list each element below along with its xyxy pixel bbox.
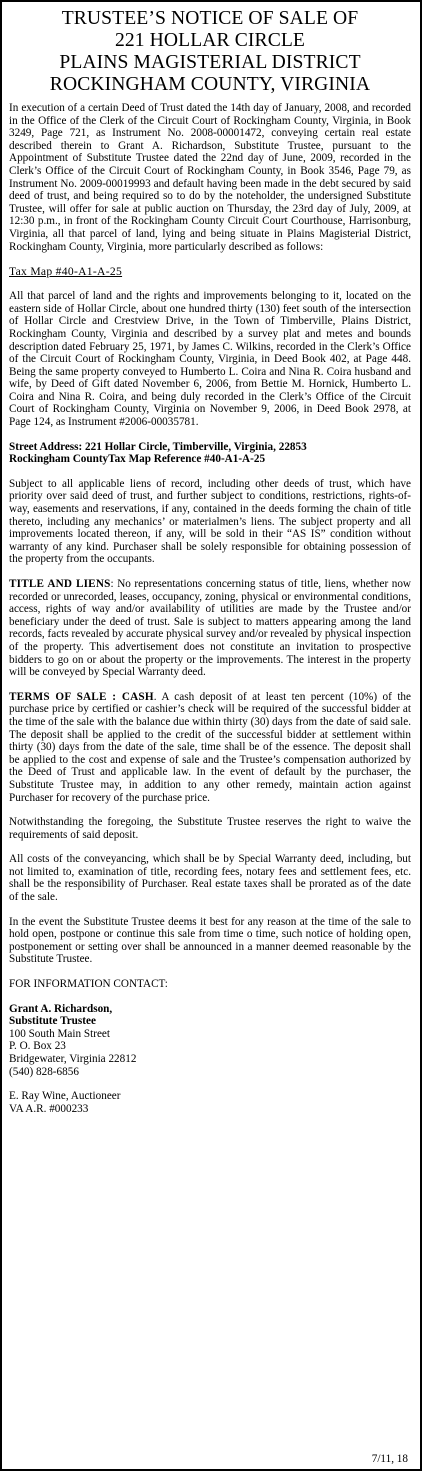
- publication-dateline: 7/11, 18: [371, 1453, 408, 1465]
- title-line: 221 HOLLAR CIRCLE: [114, 30, 305, 51]
- street-address: [9, 441, 411, 466]
- contact-city: Bridgewater, Virginia 22812: [9, 1053, 137, 1065]
- notice-title: [9, 8, 411, 96]
- contact-street: 100 South Main Street: [9, 1027, 110, 1040]
- auctioneer-block: [9, 1090, 411, 1115]
- terms-paragraph: [9, 691, 411, 804]
- postpone-paragraph: In the event the Substitute Trustee deems it best for any reason at the time of the sale to hold open, postpone or continue this sale from time o time, such notice of holding open, postponement or setting over shall be announced in a manner deemed reasonable by the Substitute Trustee.: [9, 915, 411, 966]
- title-line: TRUSTEE’S NOTICE OF SALE OF: [61, 8, 359, 29]
- terms-body: . A cash deposit of at least ten percent (10%) of the purchase price by certified or cashier’s check will be required of the successful bidder at the time of the sale with the balance due within thirty (30) days from the date of said sale. The deposit shall be applied to the credit of the successful bidder at settlement within thirty (30) days from the date of the sale, time shall be of the essence. The deposit shall be applied to the cost and expense of sale and the Trustee’s compensation authorized by the Deed of Trust and applicable law. In the event of default by the purchaser, the Substitute Trustee may, in addition to any other remedy, maintain action against Purchaser for recovery of the purchase price.: [9, 690, 411, 804]
- title-line: ROCKINGHAM COUNTY, VIRGINIA: [49, 74, 371, 95]
- contact-pobox: P. O. Box 23: [9, 1040, 66, 1053]
- title-line: PLAINS MAGISTERIAL DISTRICT: [59, 52, 361, 73]
- title-liens-body: : No representations concerning status of title, liens, whether now recorded or unrecorded, leases, occupancy, zoning, physical or environmental conditions, access, rights of way and/or availability of utilities are made by the Trustee and/or beneficiary under the deed of trust. Sale is subject to matters appearing among the land records, facts revealed by accurate physical survey and/or revealed by physical inspection of the property. This advertisement does not constitute an invitation to prospective bidders to go on or about the property or the improvements. The interest in the property will be conveyed by Special Warranty deed.: [9, 578, 411, 679]
- tax-map-heading: Tax Map #40-A1-A-25: [9, 265, 123, 279]
- title-liens-lead: TITLE AND LIENS: [9, 578, 111, 590]
- street-address-line: Street Address: 221 Hollar Circle, Timberville, Virginia, 22853: [9, 440, 307, 453]
- title-liens-paragraph: [9, 578, 411, 679]
- contact-block: [9, 978, 411, 1078]
- parcel-description: All that parcel of land and the rights and improvements belonging to it, located on the eastern side of Hollar Circle, about one hundred thirty (130) feet south of the intersection of Hollar Circle and Crestview Drive, in the Town of Timberville, Plains District, Rockingham County, Virginia and described by a survey plat and metes and bounds description dated February 25, 1971, by James C. Wilkins, recorded in the Clerk’s Office of the Circuit Court of Rockingham County, Virginia, in Deed Book 402, at Page 448. Being the same property conveyed to Humberto L. Coira and Nina R. Coira husband and wife, by Deed of Gift dated November 6, 2006, from Bettie M. Hornick, Humberto L. Coira and Nina R. Coira, and being duly recorded in the Clerk’s Office of the Circuit Court of Rockingham County, Virginia on November 9, 2006, in Deed Book 2978, at Page 124, as Instrument #2006-00035781.: [9, 290, 411, 429]
- contact-role: Substitute Trustee: [9, 1015, 96, 1028]
- auctioneer-license: VA A.R. #000233: [9, 1102, 89, 1115]
- auctioneer-name: E. Ray Wine, Auctioneer: [9, 1090, 121, 1103]
- costs-paragraph: All costs of the conveyancing, which shall be by Special Warranty deed, including, but not limited to, examination of title, recording fees, notary fees and settlement fees, etc. shall be the responsibility of Purchaser. Real estate taxes shall be prorated as of the date of the sale.: [9, 853, 411, 904]
- tax-map-reference: Rockingham CountyTax Map Reference #40-A1-A-25: [9, 453, 266, 466]
- subject-paragraph: Subject to all applicable liens of record, including other deeds of trust, which have priority over said deed of trust, and further subject to conditions, restrictions, rights-of-way, easements and reservations, if any, contained in the deeds forming the chain of title thereto, including any mechanics’ or materialmen’s liens. The subject property and all improvements located thereon, if any, will be sold in their “AS IS” condition without warranty of any kind. Purchaser shall be solely responsible for obtaining possession of the property from the occupants.: [9, 477, 411, 566]
- contact-name: Grant A. Richardson,: [9, 1002, 113, 1015]
- contact-label: FOR INFORMATION CONTACT:: [9, 978, 168, 991]
- contact-phone: (540) 828-6856: [9, 1065, 79, 1078]
- intro-paragraph: In execution of a certain Deed of Trust dated the 14th day of January, 2008, and recorded in the Office of the Clerk of the Circuit Court of Rockingham County, Virginia, in Book 3249, Page 721, as Instrument No. 2008-00001472, conveying certain real estate described therein to Grant A. Richardson, Substitute Trustee, pursuant to the Appointment of Substitute Trustee dated the 22nd day of June, 2009, recorded in the Clerk’s Office of the Circuit Court of Rockingham County, in Book 3546, Page 79, as Instrument No. 2009-00019993 and default having been made in the debt secured by said deed of trust, and being required so to do by the noteholder, the undersigned Substitute Trustee, will offer for sale at public auction on Thursday, the 23rd day of July, 2009, at 12:30 p.m., in front of the Rockingham County Circuit Court Courthouse, Harrisonburg, Virginia, all that parcel of land, lying and being situate in Plains Magisterial District, Rockingham County, Virginia, more particularly described as follows:: [9, 102, 411, 253]
- notwithstanding-paragraph: Notwithstanding the foregoing, the Substitute Trustee reserves the right to waive the requirements of said deposit.: [9, 816, 411, 841]
- terms-lead: TERMS OF SALE : CASH: [9, 690, 154, 703]
